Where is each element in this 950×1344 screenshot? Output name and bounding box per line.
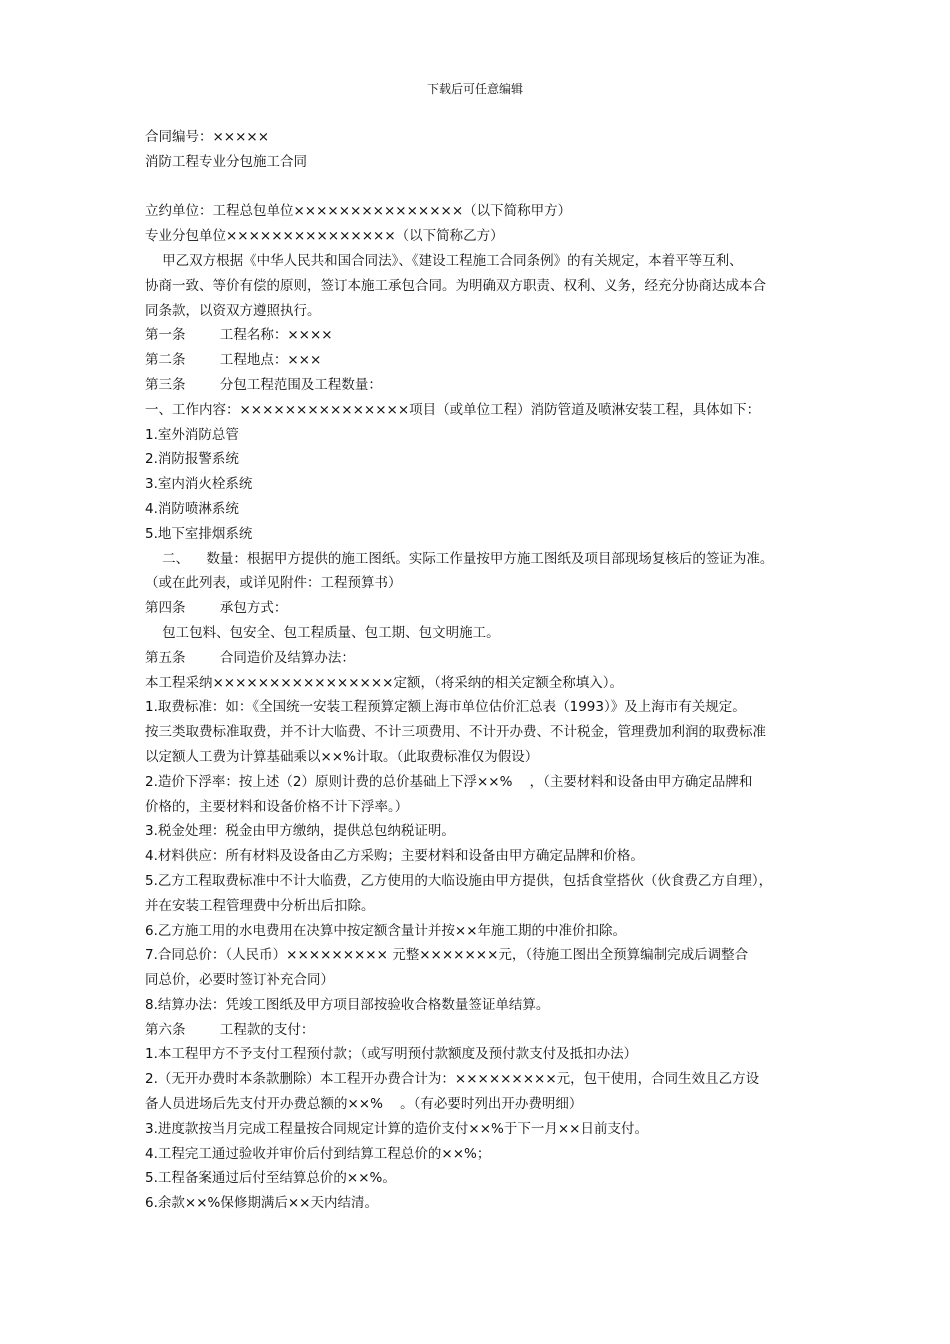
article-5-line: 8.结算办法：凭竣工图纸及甲方项目部按验收合格数量签证单结算。: [145, 996, 550, 1013]
contract-body: [145, 125, 815, 1216]
scope-item: 1.室外消防总管: [145, 426, 239, 443]
article-6-line: 1.本工程甲方不予支付工程预付款；（或写明预付款额度及预付款支付及抵扣办法）: [145, 1046, 638, 1063]
article-4-text: 包工包料、包安全、包工程质量、包工期、包文明施工。: [145, 624, 500, 641]
article-6-line: 2.（无开办费时本条款删除）本工程开办费合计为：×××××××××元，包干使用，合同生效且乙方设: [145, 1071, 760, 1088]
preamble-line: 同条款，以资双方遵照执行。: [145, 302, 321, 319]
scope-item: 2.消防报警系统: [145, 451, 239, 468]
article-5-line: 价格的，主要材料和设备价格不计下浮率。）: [145, 798, 409, 815]
party-b: 专业分包单位×××××××××××××××（以下简称乙方）: [145, 228, 504, 245]
scope-item: 4.消防喷淋系统: [145, 500, 239, 517]
article-5-line: 1.取费标准：如：《全国统一安装工程预算定额上海市单位估价汇总表（1993）》及上海市有关规定。: [145, 699, 746, 716]
page-header: 下载后可任意编辑: [426, 82, 523, 96]
article-1: 第一条 工程名称：××××: [145, 327, 333, 344]
preamble-line: 甲乙双方根据《中华人民共和国合同法》、《建设工程施工合同条例》的有关规定，本着平等互利、: [145, 252, 743, 269]
article-6-line: 备人员进场后先支付开办费总额的××% 。（有必要时列出开办费明细）: [145, 1096, 583, 1113]
article-5-line: 4.材料供应：所有材料及设备由乙方采购；主要材料和设备由甲方确定品牌和价格。: [145, 848, 644, 865]
article-5-line: 同总价，必要时签订补充合同）: [145, 972, 334, 989]
contract-title: 消防工程专业分包施工合同: [145, 153, 307, 170]
article-5-line: 6.乙方施工用的水电费用在决算中按定额含量计并按××年施工期的中准价扣除。: [145, 922, 627, 939]
article-5-line: 并在安装工程管理费中分析出后扣除。: [145, 897, 375, 914]
article-5-line: 2.造价下浮率：按上述（2）原则计费的总价基础上下浮××% ，（主要材料和设备由甲方确定品牌和: [145, 773, 753, 790]
article-5-line: 按三类取费标准取费，并不计大临费、不计三项费用、不计开办费、不计税金，管理费加利润的取费标准: [145, 724, 766, 741]
article-3: 第三条 分包工程范围及工程数量：: [145, 376, 382, 393]
article-5-line: 本工程采纳××××××××××××××××定额，（将采纳的相关定额全称填入）。: [145, 674, 623, 691]
scope-item: 3.室内消火栓系统: [145, 476, 253, 493]
article-6: 第六条 工程款的支付：: [145, 1021, 315, 1038]
article-6-line: 6.余款××%保修期满后××天内结清。: [145, 1195, 378, 1212]
contract-number: 合同编号：×××××: [145, 129, 270, 145]
article-5-line: 3.税金处理：税金由甲方缴纳，提供总包纳税证明。: [145, 823, 455, 840]
article-5-line: 以定额人工费为计算基础乘以××%计取。（此取费标准仅为假设）: [145, 748, 539, 765]
article-4: 第四条 承包方式：: [145, 600, 288, 617]
article-3-work-content: 一、工作内容：×××××××××××××××项目（或单位工程）消防管道及喷淋安装工程，具体如下：: [145, 401, 761, 418]
quantity-line: 二、 数量：根据甲方提供的施工图纸。实际工作量按甲方施工图纸及项目部现场复核后的签证为准。: [145, 550, 774, 567]
article-2: 第二条 工程地点：×××: [145, 352, 322, 369]
article-5: 第五条 合同造价及结算办法：: [145, 649, 355, 666]
party-a: 立约单位：工程总包单位×××××××××××××××（以下简称甲方）: [145, 203, 572, 220]
blank-line: [145, 175, 815, 200]
preamble-line: 协商一致、等价有偿的原则，签订本施工承包合同。为明确双方职责、权利、义务，经充分协商达成本合: [145, 277, 766, 294]
article-6-line: 4.工程完工通过验收并审价后付到结算工程总价的××%；: [145, 1145, 491, 1162]
article-6-line: 3.进度款按当月完成工程量按合同规定计算的造价支付××%于下一月××日前支付。: [145, 1120, 648, 1137]
article-5-line: 7.合同总价：（人民币）××××××××× 元整×××××××元，（待施工图出全预算编制完成后调整合: [145, 947, 749, 964]
article-6-line: 5.工程备案通过后付至结算总价的××%。: [145, 1170, 396, 1187]
scope-item: 5.地下室排烟系统: [145, 525, 253, 542]
quantity-line: （或在此列表，或详见附件：工程预算书）: [145, 575, 402, 592]
article-5-line: 5.乙方工程取费标准中不计大临费，乙方使用的大临设施由甲方提供，包括食堂搭伙（伙食费乙方自理），: [145, 872, 773, 889]
